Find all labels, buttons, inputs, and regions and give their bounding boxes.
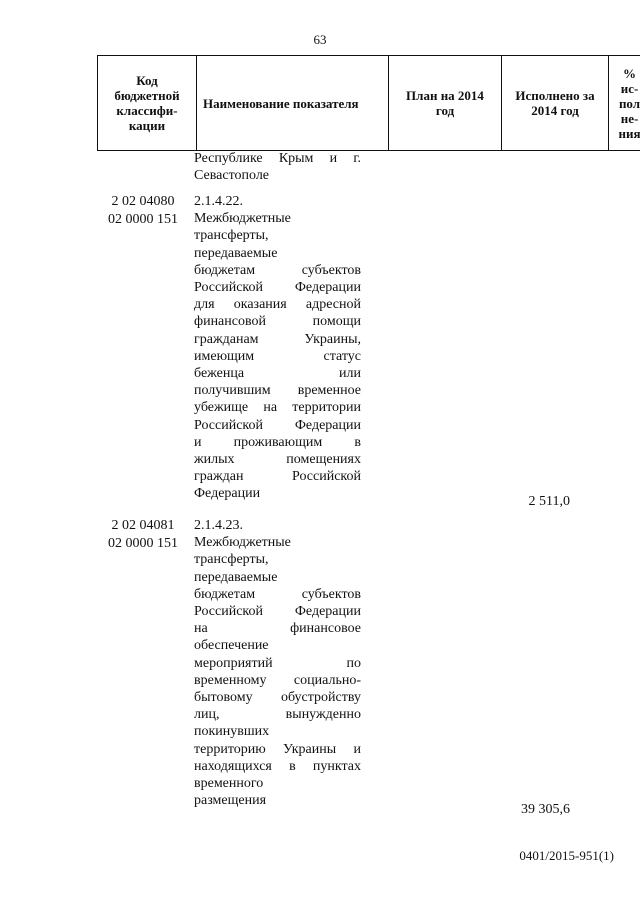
text-line: граждан Российской xyxy=(194,469,361,485)
text-line: обеспечение xyxy=(194,638,269,654)
executed-value: 39 305,6 xyxy=(521,802,570,817)
text-line: покинувших xyxy=(194,724,270,740)
text-line: и проживающим в xyxy=(194,434,361,450)
text-line: мероприятий по xyxy=(194,655,361,671)
text-line: гражданам Украины, xyxy=(194,331,361,347)
executed-value: 2 511,0 xyxy=(528,494,570,509)
text-line: лиц, вынужденно xyxy=(194,707,361,723)
text-line: имеющим статус xyxy=(194,348,361,364)
row-name xyxy=(194,193,361,503)
text-line: 2.1.4.22. xyxy=(194,194,243,209)
text-line: Севастополе xyxy=(194,168,270,184)
header-plan: План на 2014 год xyxy=(389,56,502,151)
text-line: Российской Федерации xyxy=(194,604,361,620)
text-line: трансферты, xyxy=(194,552,269,568)
code-line: 2 02 04081 xyxy=(111,518,175,533)
row-code xyxy=(101,193,185,229)
text-line: убежище на территории xyxy=(194,400,361,416)
text-line: временного xyxy=(194,776,264,792)
text-line: бюджетам субъектов xyxy=(194,262,361,278)
row-code xyxy=(101,517,185,553)
text-line: финансовой помощи xyxy=(194,314,361,330)
text-line: жилых помещениях xyxy=(194,452,361,468)
text-line: находящихся в пунктах xyxy=(194,758,361,774)
text-line: для оказания адресной xyxy=(194,297,361,313)
text-line: передаваемые xyxy=(194,245,278,261)
text-line: передаваемые xyxy=(194,569,278,585)
header-code: Код бюджетной классифи- кации xyxy=(98,56,197,151)
text-line: бюджетам субъектов xyxy=(194,586,361,602)
document-id: 0401/2015-951(1) xyxy=(519,848,614,863)
header-percent: % ис- пол не- ния xyxy=(609,56,640,151)
header-name: Наименование показателя xyxy=(197,56,389,151)
code-line: 02 0000 151 xyxy=(108,536,178,551)
text-line: Российской Федерации xyxy=(194,417,361,433)
code-line: 02 0000 151 xyxy=(108,212,178,227)
text-line: трансферты, xyxy=(194,228,269,244)
text-line: временному социально- xyxy=(194,672,361,688)
text-line: Межбюджетные xyxy=(194,211,291,227)
continuation-text xyxy=(194,150,361,184)
text-line: Федерации xyxy=(194,486,261,502)
text-line: беженца или xyxy=(194,366,361,382)
header-executed: Исполнено за 2014 год xyxy=(502,56,609,151)
text-line: получившим временное xyxy=(194,383,361,399)
text-line: на финансовое xyxy=(194,621,361,637)
text-line: размещения xyxy=(194,793,267,809)
text-line: территорию Украины и xyxy=(194,741,361,757)
code-line: 2 02 04080 xyxy=(111,194,175,209)
text-line: Республике Крым и г. xyxy=(194,151,361,166)
table-header xyxy=(97,55,640,151)
text-line: 2.1.4.23. xyxy=(194,518,243,533)
text-line: Российской Федерации xyxy=(194,280,361,296)
row-name xyxy=(194,517,361,809)
text-line: Межбюджетные xyxy=(194,535,291,551)
page-number: 63 xyxy=(313,32,327,47)
text-line: бытовому обустройству xyxy=(194,690,361,706)
